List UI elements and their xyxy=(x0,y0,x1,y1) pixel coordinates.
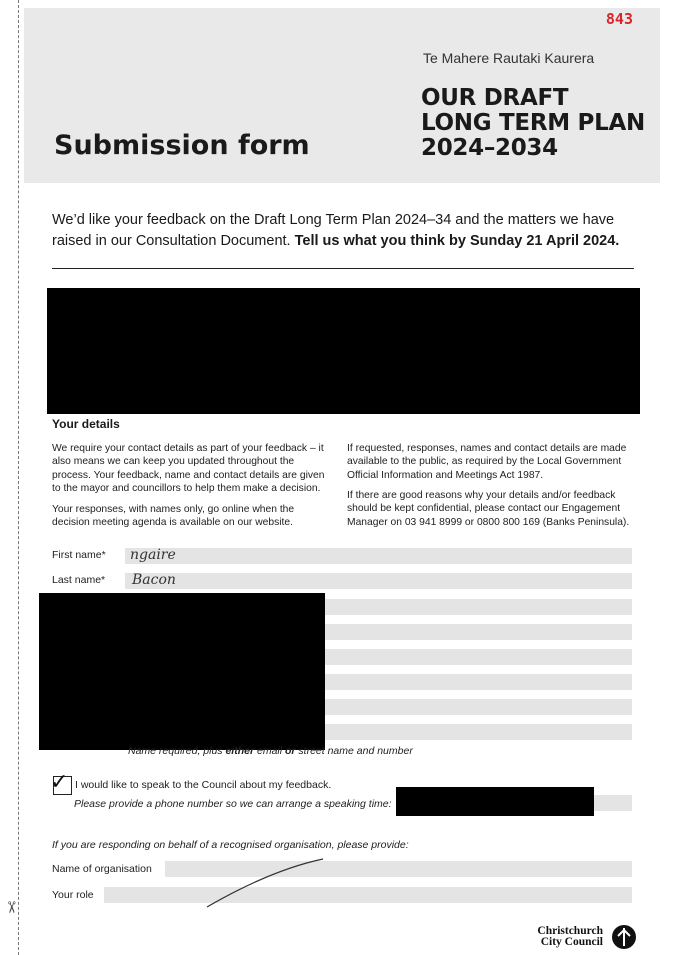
details-left-para-1: We require your contact details as part of your feedback – it also means we can keep you updated throughout the process. Your feedback, name and contact details are given to the mayor and councillors to help them make a decision. xyxy=(52,443,325,495)
last-name-value: Bacon xyxy=(132,572,176,588)
required-note-mid: email xyxy=(254,745,285,757)
plan-title xyxy=(421,86,645,161)
logo-line-1: Christchurch xyxy=(537,925,603,937)
details-left-para-2: Your responses, with names only, go online when the decision meeting agenda is available on our website. xyxy=(52,504,295,529)
checkmark-icon: ✓ xyxy=(50,770,69,795)
intro-body: We’d like your feedback on the Draft Long Term Plan 2024–34 and the matters we have raised in our Consultation Document. xyxy=(52,212,615,249)
role-field[interactable] xyxy=(104,887,632,903)
your-details-heading: Your details xyxy=(52,417,120,431)
contact-field-5[interactable] xyxy=(325,699,632,715)
strike-through-scribble xyxy=(205,855,330,910)
required-note-either: either xyxy=(225,745,255,757)
organisation-prompt: If you are responding on behalf of a recognised organisation, please provide: xyxy=(52,839,409,851)
last-name-field[interactable] xyxy=(125,573,632,589)
plan-title-line-2: LONG TERM PLAN xyxy=(421,110,645,136)
logo-text xyxy=(537,926,603,948)
scissors-icon: ✂ xyxy=(2,900,22,915)
contact-field-4[interactable] xyxy=(325,674,632,690)
redaction-block-top xyxy=(47,288,640,414)
logo-line-2: City Council xyxy=(540,936,603,948)
first-name-label: First name* xyxy=(52,549,106,561)
form-title: Submission form xyxy=(54,130,310,161)
role-label: Your role xyxy=(52,889,94,901)
speak-label: I would like to speak to the Council about my feedback. xyxy=(75,779,332,791)
first-name-field[interactable] xyxy=(125,548,632,564)
contact-field-6[interactable] xyxy=(325,724,632,740)
contact-field-1[interactable] xyxy=(325,599,632,615)
details-right-para-2: If there are good reasons why your details and/or feedback should be kept confidential, please contact our Engagement Manager on 03 941 8999 or 0800 800 169 (Banks Peninsula). xyxy=(347,490,630,528)
intro-deadline: Tell us what you think by Sunday 21 April 2024. xyxy=(294,233,620,249)
first-name-value: ngaire xyxy=(130,547,176,563)
contact-field-2[interactable] xyxy=(325,624,632,640)
intro-text xyxy=(52,210,652,252)
required-note-end: street name and number xyxy=(295,745,413,757)
phone-prompt: Please provide a phone number so we can arrange a speaking time: xyxy=(74,798,392,810)
plan-title-line-3: 2024–2034 xyxy=(421,135,558,161)
document-number: 843 xyxy=(605,10,633,28)
contact-field-3[interactable] xyxy=(325,649,632,665)
cut-line xyxy=(18,0,19,955)
council-emblem-icon xyxy=(611,924,637,950)
plan-title-line-1: OUR DRAFT xyxy=(421,85,569,111)
required-note-or: or xyxy=(285,745,296,757)
organisation-name-label: Name of organisation xyxy=(52,863,152,875)
maori-title: Te Mahere Rautaki Kaurera xyxy=(423,50,595,66)
last-name-label: Last name* xyxy=(52,574,106,586)
required-note-start: Name required, plus xyxy=(128,745,226,757)
redaction-block-contact xyxy=(39,593,325,750)
divider-rule xyxy=(52,268,634,269)
redaction-block-phone xyxy=(396,787,594,816)
required-note xyxy=(128,745,413,757)
details-right-para-1: If requested, responses, names and contact details are made available to the public, as required by the Local Government Official Information and Meetings Act 1987. xyxy=(347,443,627,481)
